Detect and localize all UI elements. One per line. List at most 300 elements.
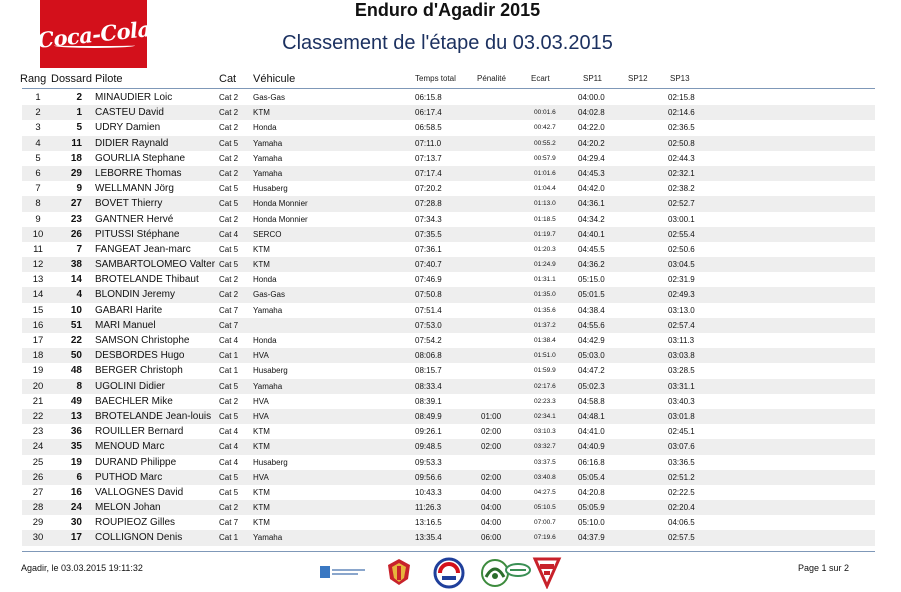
row-cat: Cat 4 [219,427,239,437]
row-penalite: 02:00 [481,472,502,482]
row-rang: 24 [32,441,44,453]
row-sp11: 04:29.4 [578,153,605,163]
row-vehicule: Yamaha [253,533,283,543]
table-row [22,515,875,530]
row-vehicule: Gas-Gas [253,290,286,300]
row-vehicule: SERCO [253,229,282,239]
row-temps-total: 13:16.5 [415,518,442,528]
row-sp13: 02:45.1 [668,427,695,437]
row-cat: Cat 5 [219,244,239,254]
page-subtitle: Classement de l'étape du 03.03.2015 [282,32,613,54]
row-vehicule: KTM [253,487,270,497]
row-vehicule: Husaberg [253,366,288,376]
row-vehicule: Yamaha [253,138,283,148]
row-sp11: 04:41.0 [578,427,605,437]
table-row [22,318,875,333]
row-ecart: 02:34.1 [534,412,556,420]
row-cat: Cat 5 [219,138,239,148]
table-row [22,303,875,318]
row-cat: Cat 1 [219,533,239,543]
sponsor-small-logo-icon [504,562,532,578]
col-header-ecart: Ecart [531,74,550,83]
row-ecart: 04:27.5 [534,488,556,496]
row-dossard: 8 [76,380,82,392]
row-cat: Cat 2 [219,503,239,513]
row-rang: 8 [35,198,41,210]
row-cat: Cat 2 [219,93,239,102]
row-sp13: 03:04.5 [668,260,695,270]
row-pilote: SAMSON Christophe [95,335,190,346]
row-ecart: 01:01.6 [534,169,556,177]
row-ecart: 02:17.6 [534,382,556,390]
row-dossard: 38 [70,259,82,271]
row-rang: 26 [32,471,44,483]
table-row [22,424,875,439]
table-row [22,151,875,166]
row-cat: Cat 7 [219,320,239,330]
row-sp11: 04:20.8 [578,487,605,497]
row-cat: Cat 4 [219,442,239,452]
row-pilote: LEBORRE Thomas [95,167,182,179]
table-row [22,500,875,515]
row-vehicule: HVA [253,396,269,406]
row-rang: 18 [32,350,44,362]
row-vehicule: KTM [253,260,270,270]
row-vehicule: HVA [253,411,269,421]
row-ecart: 01:35.6 [534,306,556,314]
row-vehicule: KTM [253,108,270,118]
row-cat: Cat 2 [219,108,239,118]
row-ecart: 01:31.1 [534,276,556,284]
sponsor-logo-1-icon [318,563,368,581]
row-rang: 19 [32,365,44,377]
row-pilote: DURAND Philippe [95,456,177,468]
col-header-rang: Rang [20,73,47,85]
row-sp11: 04:42.9 [578,336,605,345]
row-rang: 27 [32,486,44,498]
row-sp11: 04:40.9 [578,442,605,452]
row-dossard: 6 [76,471,82,483]
row-sp11: 05:01.5 [578,290,605,300]
row-pilote: VALLOGNES David [95,486,184,498]
row-sp13: 02:49.3 [668,290,695,300]
row-dossard: 9 [76,183,82,195]
row-rang: 30 [32,532,44,544]
row-temps-total: 07:13.7 [415,153,442,163]
row-pilote: UGOLINI Didier [95,380,166,392]
row-rang: 2 [35,107,41,119]
table-row [22,257,875,272]
row-dossard: 24 [70,502,82,514]
row-ecart: 01:37.2 [534,321,556,329]
row-dossard: 29 [70,167,82,179]
row-dossard: 16 [70,486,82,498]
row-dossard: 19 [70,456,82,468]
table-row [22,90,875,105]
row-vehicule: HVA [253,351,269,361]
row-sp13: 02:51.2 [668,472,695,482]
row-rang: 28 [32,502,44,514]
row-vehicule: KTM [253,442,270,452]
row-sp11: 04:45.3 [578,168,605,178]
row-dossard: 7 [76,243,82,255]
row-vehicule: Honda Monnier [253,199,308,209]
col-header-penalite: Pénalité [477,74,506,83]
table-row [22,363,875,378]
row-dossard: 26 [70,228,82,240]
row-pilote: GANTNER Hervé [95,213,174,225]
row-dossard: 10 [70,304,82,316]
row-sp11: 04:00.0 [578,93,605,102]
row-temps-total: 07:54.2 [415,336,442,345]
row-cat: Cat 4 [219,336,239,345]
row-temps-total: 08:06.8 [415,351,442,361]
row-dossard: 17 [70,532,82,544]
row-rang: 6 [35,167,41,179]
row-sp13: 04:06.5 [668,518,695,528]
row-ecart: 03:32.7 [534,443,556,451]
row-sp13: 02:52.7 [668,199,695,209]
row-vehicule: Yamaha [253,153,283,163]
row-temps-total: 07:17.4 [415,168,442,178]
row-sp13: 02:14.6 [668,108,695,118]
row-sp11: 04:36.2 [578,260,605,270]
row-cat: Cat 4 [219,457,239,467]
row-pilote: UDRY Damien [95,122,161,134]
row-rang: 9 [35,213,41,225]
row-dossard: 35 [70,441,82,453]
row-sp13: 03:31.1 [668,381,695,391]
row-sp11: 04:42.0 [578,184,605,194]
row-dossard: 27 [70,198,82,210]
row-cat: Cat 2 [219,396,239,406]
row-temps-total: 08:39.1 [415,396,442,406]
row-pilote: PUTHOD Marc [95,471,163,483]
row-rang: 17 [32,335,44,346]
row-sp13: 02:36.5 [668,123,695,133]
row-vehicule: Honda [253,336,277,345]
row-sp13: 03:28.5 [668,366,695,376]
row-dossard: 51 [70,319,82,331]
table-row [22,379,875,394]
row-ecart: 01:35.0 [534,291,556,299]
row-pilote: BOVET Thierry [95,198,163,210]
row-cat: Cat 2 [219,290,239,300]
row-pilote: FANGEAT Jean-marc [95,243,191,255]
table-row [22,242,875,257]
row-cat: Cat 4 [219,229,239,239]
row-ecart: 03:10.3 [534,428,556,436]
row-sp11: 04:47.2 [578,366,605,376]
row-rang: 22 [32,410,44,422]
row-pilote: SAMBARTOLOMEO Valter [95,259,216,271]
row-ecart: 01:20.3 [534,245,556,253]
row-vehicule: Honda Monnier [253,214,308,224]
results-table [22,90,875,546]
table-row [22,196,875,211]
table-row [22,136,875,151]
row-rang: 20 [32,380,44,392]
row-temps-total: 11:26.3 [415,503,442,513]
row-pilote: MENOUD Marc [95,441,165,453]
row-ecart: 07:00.7 [534,519,556,527]
row-sp13: 02:57.4 [668,320,695,330]
row-pilote: BERGER Christoph [95,365,183,377]
row-ecart: 01:38.4 [534,337,556,344]
row-sp11: 05:02.3 [578,381,605,391]
row-temps-total: 09:48.5 [415,442,442,452]
row-cat: Cat 5 [219,184,239,194]
row-temps-total: 07:20.2 [415,184,442,194]
row-pilote: BLONDIN Jeremy [95,289,176,301]
row-temps-total: 06:17.4 [415,108,442,118]
row-pilote: DIDIER Raynald [95,137,169,149]
row-ecart: 00:42.7 [534,124,556,132]
logo-text: Coca-Cola [35,15,152,53]
table-row [22,272,875,287]
row-cat: Cat 5 [219,487,239,497]
row-rang: 29 [32,517,44,529]
row-cat: Cat 2 [219,168,239,178]
row-ecart: 00:01.6 [534,109,556,117]
row-pilote: BAECHLER Mike [95,395,173,407]
row-rang: 1 [35,92,41,103]
row-temps-total: 07:28.8 [415,199,442,209]
row-sp13: 02:15.8 [668,93,695,102]
row-penalite: 02:00 [481,442,502,452]
row-sp11: 04:36.1 [578,199,605,209]
row-sp11: 04:38.4 [578,305,605,315]
row-penalite: 01:00 [481,411,502,421]
row-ecart: 00:57.9 [534,154,556,162]
row-ecart: 00:55.2 [534,139,556,147]
row-sp13: 02:38.2 [668,184,695,194]
row-cat: Cat 5 [219,199,239,209]
row-rang: 13 [32,274,44,286]
col-header-sp13: SP13 [670,74,690,83]
row-penalite: 04:00 [481,503,502,513]
row-ecart: 01:13.0 [534,200,556,208]
col-header-vehicule: Véhicule [253,73,296,85]
col-header-pilote: Pilote [95,73,123,85]
row-rang: 12 [32,259,44,271]
page-number: Page 1 sur 2 [798,563,850,573]
row-sp13: 03:11.3 [668,336,695,345]
row-temps-total: 07:51.4 [415,305,442,315]
row-rang: 3 [35,122,41,134]
row-ecart: 03:37.5 [534,458,556,466]
row-sp13: 02:22.5 [668,487,695,497]
row-cat: Cat 1 [219,366,239,376]
sponsor-crest-icon [384,557,414,587]
row-ecart: 03:40.8 [534,473,556,481]
row-ecart: 01:59.9 [534,367,556,375]
row-sp11: 05:10.0 [578,518,605,528]
row-sp13: 03:07.6 [668,442,695,452]
col-header-dossard: Dossard [51,73,92,85]
row-dossard: 11 [71,137,82,149]
row-sp11: 05:15.0 [578,275,605,285]
table-row [22,409,875,424]
row-sp11: 04:20.2 [578,138,605,148]
row-ecart: 01:51.0 [534,352,556,360]
row-dossard: 36 [70,426,82,438]
row-dossard: 5 [76,122,82,134]
row-sp13: 03:36.5 [668,457,695,467]
row-dossard: 4 [76,289,82,301]
row-rang: 5 [35,152,41,164]
row-sp13: 02:31.9 [668,275,695,285]
row-vehicule: Gas-Gas [253,93,286,102]
row-temps-total: 13:35.4 [415,533,442,543]
row-vehicule: Husaberg [253,457,288,467]
table-row [22,455,875,470]
row-pilote: CASTEU David [95,107,164,119]
row-pilote: PITUSSI Stéphane [95,228,180,240]
col-header-sp12: SP12 [628,74,648,83]
row-temps-total: 07:35.5 [415,229,442,239]
row-ecart: 01:19.7 [534,230,556,238]
row-temps-total: 08:15.7 [415,366,442,376]
row-cat: Cat 1 [219,351,239,361]
row-sp11: 05:05.4 [578,472,605,482]
row-rang: 14 [32,289,44,301]
row-rang: 10 [32,228,44,240]
row-cat: Cat 5 [219,472,239,482]
row-rang: 15 [32,304,44,316]
row-pilote: GOURLIA Stephane [95,152,186,164]
row-vehicule: Husaberg [253,184,288,194]
row-ecart: 01:24.9 [534,261,556,269]
row-dossard: 30 [70,517,82,529]
row-vehicule: KTM [253,518,270,528]
row-sp11: 04:40.1 [578,229,605,239]
table-row [22,181,875,196]
row-sp13: 02:50.6 [668,244,695,254]
row-dossard: 18 [70,152,82,164]
row-pilote: WELLMANN Jörg [95,183,174,195]
table-row [22,120,875,135]
row-sp13: 03:13.0 [668,305,695,315]
row-vehicule: KTM [253,244,270,254]
header-rule [22,88,875,89]
row-sp11: 04:02.8 [578,108,605,118]
row-temps-total: 09:56.6 [415,472,442,482]
row-dossard: 50 [70,350,82,362]
row-pilote: MELON Johan [95,502,161,514]
row-pilote: BROTELANDE Thibaut [95,274,199,286]
col-header-cat: Cat [219,73,237,85]
row-sp11: 05:05.9 [578,503,605,513]
row-cat: Cat 7 [219,305,239,315]
row-dossard: 13 [70,410,82,422]
col-header-temps-total: Temps total [415,74,456,83]
table-row [22,530,875,545]
row-rang: 4 [35,137,41,149]
row-rang: 23 [32,426,44,438]
row-sp13: 03:40.3 [668,396,695,406]
row-dossard: 48 [70,365,82,377]
row-vehicule: HVA [253,472,269,482]
row-temps-total: 07:46.9 [415,275,442,285]
row-pilote: MARI Manuel [95,319,156,331]
row-temps-total: 07:40.7 [415,260,442,270]
row-pilote: BROTELANDE Jean-louis [95,410,212,422]
row-vehicule: KTM [253,427,270,437]
row-rang: 16 [32,319,44,331]
row-dossard: 49 [70,395,82,407]
row-cat: Cat 2 [219,275,239,285]
row-penalite: 06:00 [481,533,502,543]
table-row [22,394,875,409]
row-temps-total: 07:36.1 [415,244,442,254]
row-cat: Cat 2 [219,123,239,133]
row-ecart: 07:19.6 [534,534,556,542]
row-cat: Cat 2 [219,214,239,224]
row-rang: 25 [32,456,44,468]
table-row [22,439,875,454]
row-cat: Cat 2 [219,153,239,163]
row-temps-total: 07:11.0 [415,138,442,148]
row-ecart: 05:10.5 [534,504,556,512]
row-temps-total: 10:43.3 [415,487,442,497]
row-pilote: MINAUDIER Loic [95,92,173,103]
row-sp11: 04:55.6 [578,320,605,330]
row-dossard: 1 [76,107,82,119]
row-temps-total: 07:34.3 [415,214,442,224]
generated-timestamp: Agadir, le 03.03.2015 19:11:32 [21,563,143,573]
row-vehicule: Yamaha [253,168,283,178]
row-sp11: 05:03.0 [578,351,605,361]
row-temps-total: 07:53.0 [415,320,442,330]
row-pilote: DESBORDES Hugo [95,350,185,362]
row-penalite: 04:00 [481,487,502,497]
row-vehicule: KTM [253,503,270,513]
row-pilote: GABARI Harite [95,304,163,316]
row-ecart: 01:04.4 [534,185,556,193]
table-row [22,212,875,227]
row-temps-total: 06:15.8 [415,93,442,102]
row-pilote: COLLIGNON Denis [95,532,183,544]
row-temps-total: 09:26.1 [415,427,442,437]
row-sp13: 02:50.8 [668,138,695,148]
row-dossard: 22 [70,335,82,346]
row-sp13: 02:55.4 [668,229,695,239]
page-title: Enduro d'Agadir 2015 [354,0,541,20]
row-sp11: 04:34.2 [578,214,605,224]
row-sp13: 02:32.1 [668,168,695,178]
row-sp13: 02:57.5 [668,533,695,543]
row-sp11: 04:22.0 [578,123,605,133]
row-dossard: 14 [70,274,82,286]
row-cat: Cat 5 [219,381,239,391]
row-pilote: ROUILLER Bernard [95,426,184,438]
row-dossard: 2 [76,92,82,103]
row-rang: 21 [32,395,44,407]
row-sp13: 03:03.8 [668,351,695,361]
row-vehicule: Honda [253,123,277,133]
row-sp13: 02:44.3 [668,153,695,163]
row-penalite: 02:00 [481,427,502,437]
row-cat: Cat 5 [219,411,239,421]
row-sp11: 04:58.8 [578,396,605,406]
table-row [22,227,875,242]
row-dossard: 23 [70,213,82,225]
sponsor-club-icon [532,555,562,589]
row-temps-total: 07:50.8 [415,290,442,300]
col-header-sp11: SP11 [583,74,602,83]
row-sp11: 04:37.9 [578,533,605,543]
